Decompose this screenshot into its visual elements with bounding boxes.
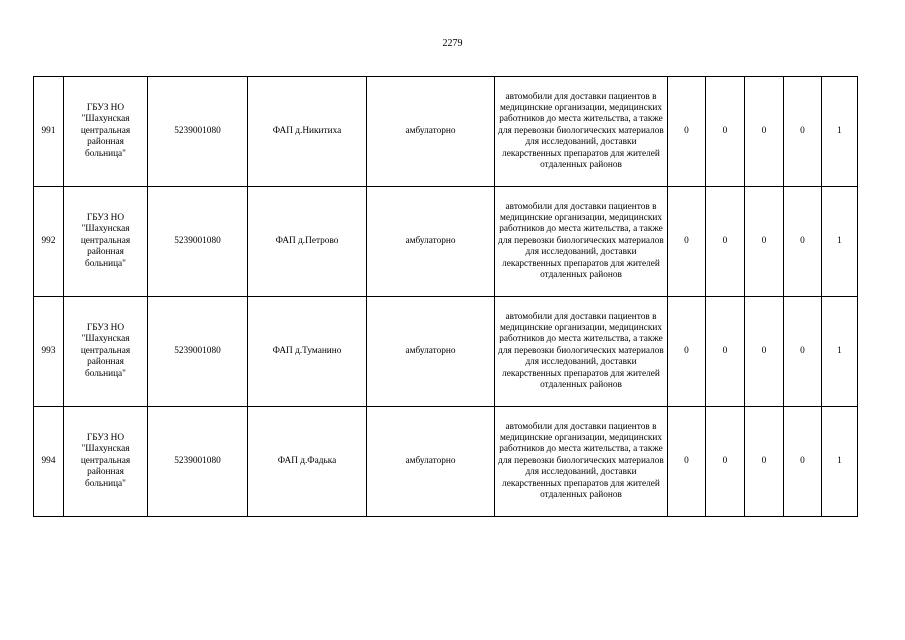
value-col-2: 0: [706, 187, 745, 297]
vehicle-purpose: [495, 187, 668, 297]
vehicle-purpose-text: автомобили для доставки пациентов в медицинские организации, медицинских работников до места жительства, а также для перевозки биологических материалов для исследований, доставки лекарственных препаратов для жителей отдаленных районов: [498, 201, 664, 281]
value-col-1: 0: [668, 297, 706, 407]
organization-name: ГБУЗ НО "Шахунская центральная районная больница": [64, 407, 148, 517]
facility-name: ФАП д.Никитиха: [248, 77, 367, 187]
organization-name: ГБУЗ НО "Шахунская центральная районная больница": [64, 297, 148, 407]
vehicle-purpose-text: автомобили для доставки пациентов в медицинские организации, медицинских работников до места жительства, а также для перевозки биологических материалов для исследований, доставки лекарственных препаратов для жителей отдаленных районов: [498, 91, 664, 171]
value-col-5: 1: [822, 407, 858, 517]
vehicle-purpose: [495, 297, 668, 407]
organization-name: ГБУЗ НО "Шахунская центральная районная больница": [64, 187, 148, 297]
vehicle-purpose: [495, 407, 668, 517]
value-col-5: 1: [822, 77, 858, 187]
facility-name: ФАП д.Туманино: [248, 297, 367, 407]
value-col-2: 0: [706, 407, 745, 517]
vehicle-purpose-text: автомобили для доставки пациентов в медицинские организации, медицинских работников до места жительства, а также для перевозки биологических материалов для исследований, доставки лекарственных препаратов для жителей отдаленных районов: [498, 311, 664, 391]
inn-code: 5239001080: [148, 297, 248, 407]
data-table: [33, 76, 858, 517]
vehicle-purpose-text: автомобили для доставки пациентов в медицинские организации, медицинских работников до места жительства, а также для перевозки биологических материалов для исследований, доставки лекарственных препаратов для жителей отдаленных районов: [498, 421, 664, 501]
care-type: амбулаторно: [367, 187, 495, 297]
row-number: 994: [34, 407, 64, 517]
value-col-1: 0: [668, 407, 706, 517]
table-row: [34, 187, 858, 297]
value-col-2: 0: [706, 77, 745, 187]
value-col-2: 0: [706, 297, 745, 407]
care-type: амбулаторно: [367, 77, 495, 187]
value-col-1: 0: [668, 77, 706, 187]
value-col-3: 0: [745, 77, 784, 187]
facility-name: ФАП д.Петрово: [248, 187, 367, 297]
row-number: 991: [34, 77, 64, 187]
care-type: амбулаторно: [367, 407, 495, 517]
inn-code: 5239001080: [148, 187, 248, 297]
value-col-4: 0: [784, 77, 822, 187]
care-type: амбулаторно: [367, 297, 495, 407]
table-row: [34, 77, 858, 187]
facility-name: ФАП д.Фадька: [248, 407, 367, 517]
table-row: [34, 407, 858, 517]
value-col-3: 0: [745, 297, 784, 407]
value-col-4: 0: [784, 187, 822, 297]
inn-code: 5239001080: [148, 407, 248, 517]
value-col-4: 0: [784, 407, 822, 517]
value-col-4: 0: [784, 297, 822, 407]
value-col-3: 0: [745, 407, 784, 517]
value-col-1: 0: [668, 187, 706, 297]
value-col-5: 1: [822, 297, 858, 407]
table-row: [34, 297, 858, 407]
row-number: 993: [34, 297, 64, 407]
value-col-5: 1: [822, 187, 858, 297]
row-number: 992: [34, 187, 64, 297]
value-col-3: 0: [745, 187, 784, 297]
page-number: 2279: [442, 38, 463, 49]
inn-code: 5239001080: [148, 77, 248, 187]
vehicle-purpose: [495, 77, 668, 187]
organization-name: ГБУЗ НО "Шахунская центральная районная больница": [64, 77, 148, 187]
